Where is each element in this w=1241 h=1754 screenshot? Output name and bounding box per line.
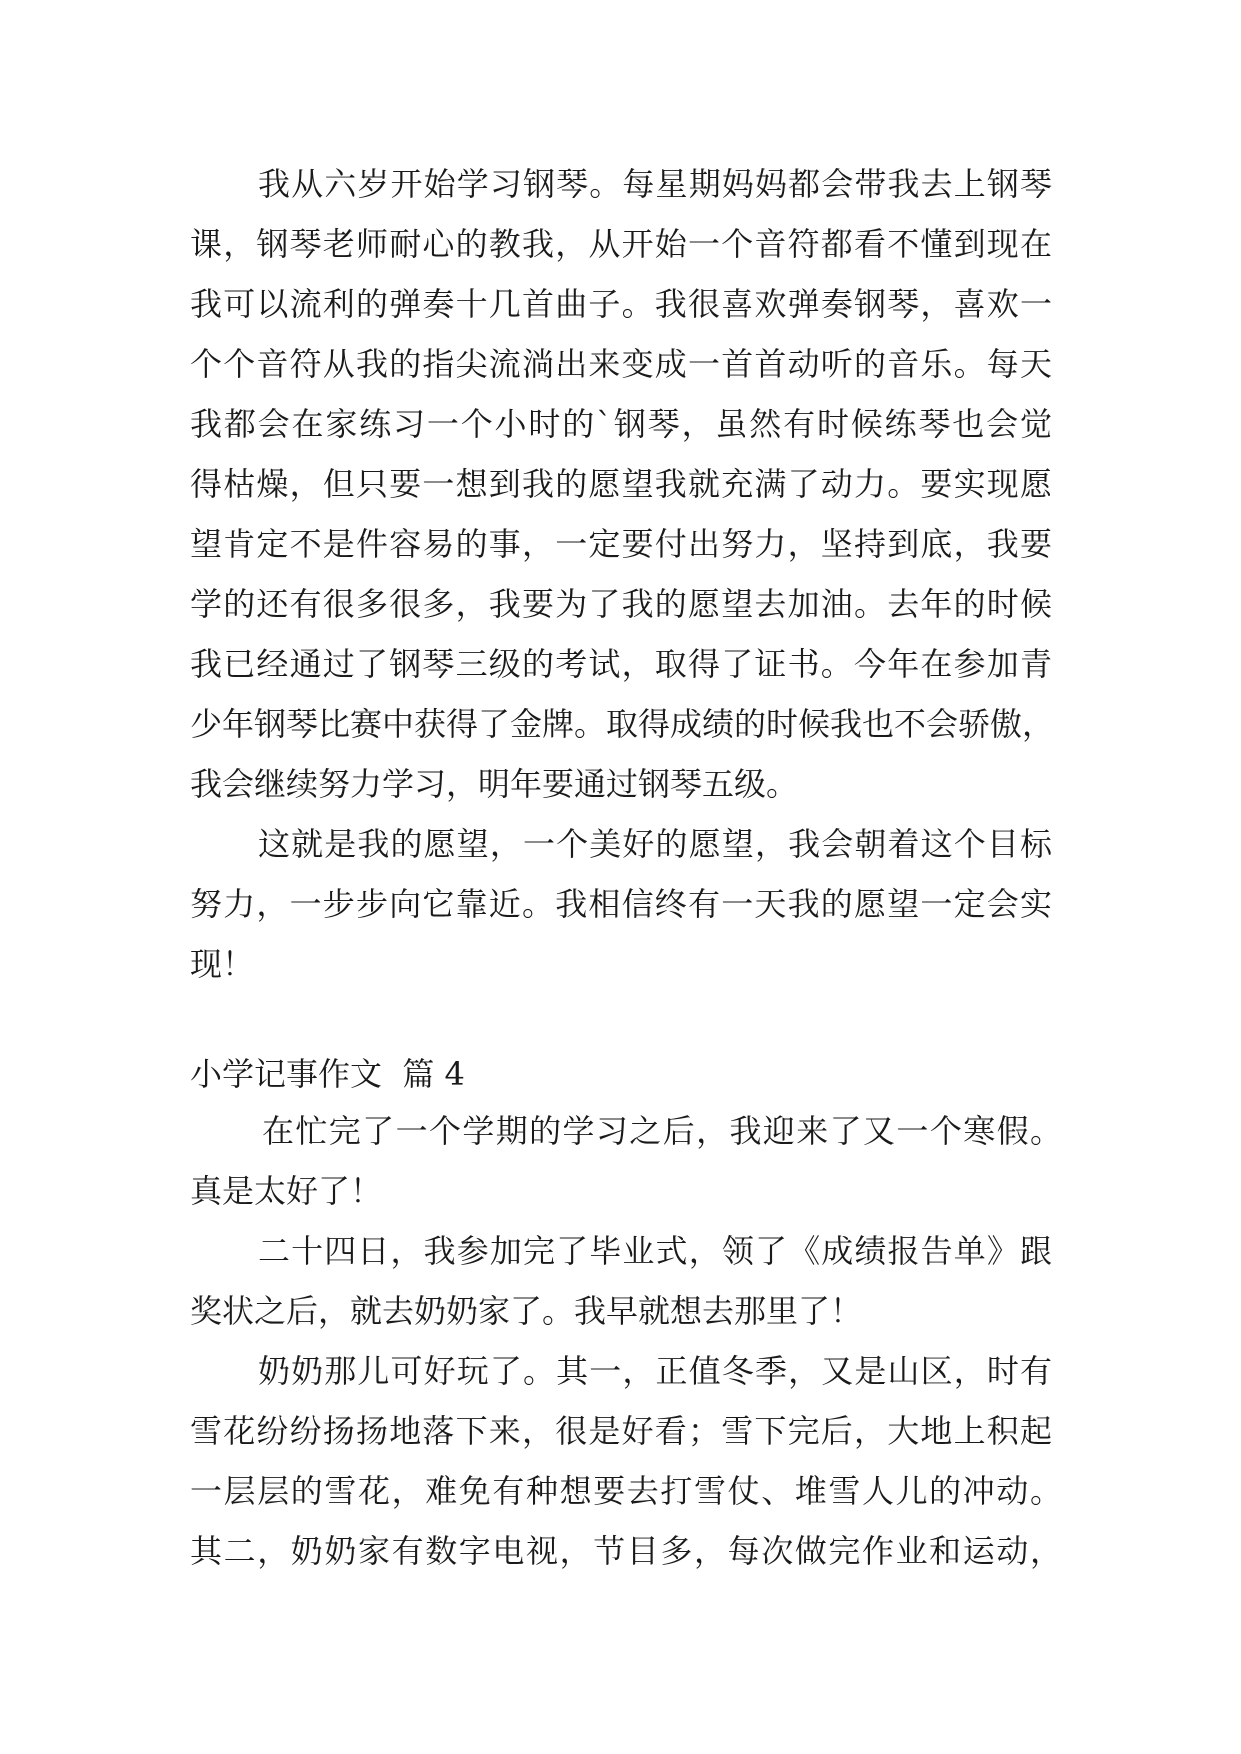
paragraph-line: 我会继续努力学习，明年要通过钢琴五级。	[190, 765, 799, 803]
paragraph-line: 我可以流利的弹奏十几首曲子。我很喜欢弹奏钢琴，喜欢一	[190, 285, 1052, 323]
paragraph-line: 这就是我的愿望，一个美好的愿望，我会朝着这个目标	[258, 825, 1052, 863]
paragraph-line: 少年钢琴比赛中获得了金牌。取得成绩的时候我也不会骄傲，	[190, 705, 1055, 743]
paragraph-line: 在忙完了一个学期的学习之后，我迎来了又一个寒假。	[262, 1112, 1062, 1150]
section-heading: 小学记事作文 篇 4	[190, 1055, 465, 1093]
paragraph-line: 课，钢琴老师耐心的教我，从开始一个音符都看不懂到现在	[190, 225, 1052, 263]
paragraph-line: 现！	[190, 945, 255, 983]
paragraph-line: 个个音符从我的指尖流淌出来变成一首首动听的音乐。每天	[190, 345, 1052, 383]
paragraph-line: 我都会在家练习一个小时的`钢琴，虽然有时候练琴也会觉	[190, 405, 1052, 443]
paragraph-line: 其二，奶奶家有数字电视，节目多，每次做完作业和运动，	[190, 1532, 1062, 1570]
paragraph-line: 我从六岁开始学习钢琴。每星期妈妈都会带我去上钢琴	[258, 165, 1052, 203]
paragraph-line: 二十四日，我参加完了毕业式，领了《成绩报告单》跟	[258, 1232, 1052, 1270]
paragraph-line: 望肯定不是件容易的事，一定要付出努力，坚持到底，我要	[190, 525, 1052, 563]
paragraph-line: 得枯燥，但只要一想到我的愿望我就充满了动力。要实现愿	[190, 465, 1052, 503]
paragraph-line: 雪花纷纷扬扬地落下来，很是好看；雪下完后，大地上积起	[190, 1412, 1052, 1450]
paragraph-line: 真是太好了！	[190, 1172, 383, 1210]
paragraph-line: 学的还有很多很多，我要为了我的愿望去加油。去年的时候	[190, 585, 1052, 623]
paragraph-line: 奖状之后，就去奶奶家了。我早就想去那里了！	[190, 1292, 863, 1330]
paragraph-line: 奶奶那儿可好玩了。其一，正值冬季，又是山区，时有	[258, 1352, 1052, 1390]
paragraph-line: 一层层的雪花，难免有种想要去打雪仗、堆雪人儿的冲动。	[190, 1472, 1062, 1510]
paragraph-line: 努力，一步步向它靠近。我相信终有一天我的愿望一定会实	[190, 885, 1052, 923]
paragraph-line: 我已经通过了钢琴三级的考试，取得了证书。今年在参加青	[190, 645, 1052, 683]
